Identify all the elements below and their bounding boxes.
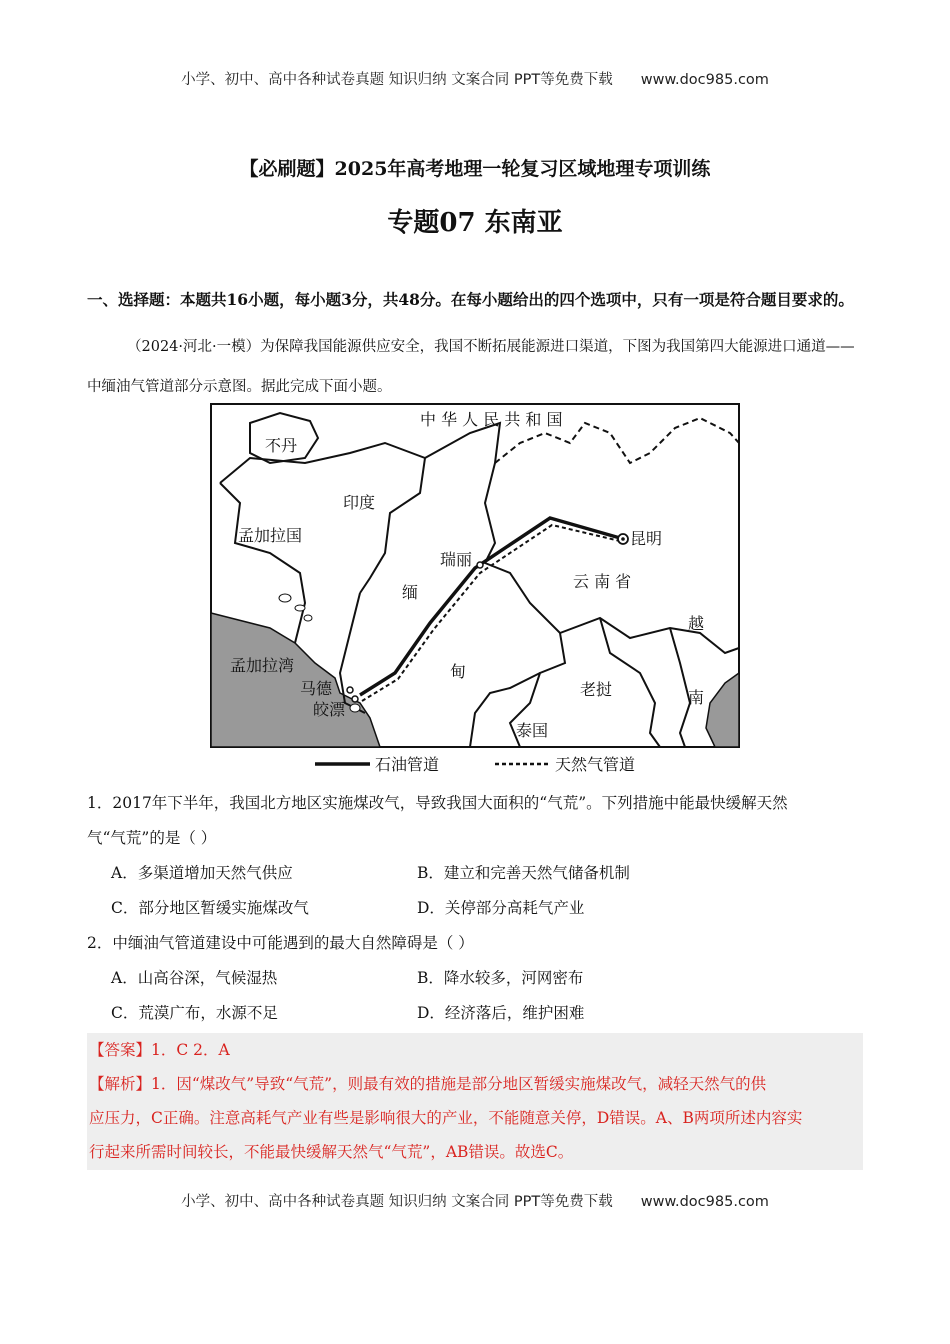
footer-text: 小学、初中、高中各种试卷真题 知识归纳 文案合同 PPT等免费下载	[181, 1194, 613, 1210]
label-made: 马德	[300, 679, 333, 698]
kyaukphyu-marker	[352, 696, 358, 702]
answer-label: 【答案】	[89, 1041, 152, 1059]
label-bangladesh: 孟加拉国	[238, 526, 303, 545]
question-2-stem: 2．中缅油气管道建设中可能遇到的最大自然障碍是（ ）	[87, 934, 474, 952]
island	[295, 605, 305, 611]
label-ruili: 瑞丽	[440, 550, 473, 569]
q1-option-a[interactable]: A．多渠道增加天然气供应	[111, 864, 293, 882]
analysis-label: 【解析】	[89, 1075, 152, 1093]
question-1-options-row1	[87, 856, 863, 891]
analysis-line-1	[87, 1067, 863, 1101]
q1-option-b[interactable]: B．建立和完善天然气储备机制	[417, 864, 630, 882]
label-bhutan: 不丹	[265, 436, 298, 455]
answer-box	[87, 1033, 863, 1170]
question-1-stem-b: 气“气荒”的是（ ）	[87, 829, 217, 847]
legend-gas-label: 天然气管道	[555, 755, 636, 774]
pipeline-map	[210, 403, 740, 783]
question-1	[87, 786, 863, 926]
q2-option-a[interactable]: A．山高谷深，气候湿热	[111, 969, 278, 987]
doc-title: 【必刷题】2025年高考地理一轮复习区域地理专项训练	[239, 158, 711, 180]
header-text: 小学、初中、高中各种试卷真题 知识归纳 文案合同 PPT等免费下载	[181, 72, 613, 88]
q2-option-d[interactable]: D．经济落后，维护困难	[417, 1004, 585, 1022]
page-header	[0, 68, 950, 89]
doc-subtitle: 专题07 东南亚	[387, 208, 563, 238]
island	[304, 615, 312, 621]
question-1-options-row2	[87, 891, 863, 926]
kunming-dot	[621, 537, 625, 541]
label-kunming: 昆明	[630, 529, 663, 548]
label-kyaukphyu: 皎漂	[313, 700, 346, 719]
page-footer	[0, 1190, 950, 1211]
question-2	[87, 926, 863, 1031]
footer-url[interactable]: www.doc985.com	[640, 1194, 769, 1210]
label-laos: 老挝	[580, 680, 613, 699]
island	[279, 594, 291, 602]
answer-text: 1．C 2．A	[151, 1041, 230, 1059]
label-myanmar-2: 甸	[450, 662, 467, 681]
island	[350, 704, 360, 712]
q2-option-c[interactable]: C．荒漠广布，水源不足	[111, 1004, 278, 1022]
label-china: 中 华 人 民 共 和 国	[420, 410, 563, 429]
label-vietnam-1: 越	[688, 614, 705, 633]
analysis-line-2: 应压力，C正确。注意高耗气产业有些是影响很大的产业，不能随意关停，D错误。A、B两项所述内容实	[89, 1109, 803, 1127]
label-myanmar-1: 缅	[402, 583, 419, 602]
q2-option-b[interactable]: B．降水较多，河网密布	[417, 969, 584, 987]
question-2-options-row2	[87, 996, 863, 1031]
label-yunnan: 云 南 省	[573, 572, 632, 591]
analysis-text-1: 1．因“煤改气”导致“气荒”，则最有效的措施是部分地区暂缓实施煤改气，减轻天然气的供	[151, 1075, 767, 1093]
label-thailand: 泰国	[516, 721, 549, 740]
label-india: 印度	[343, 493, 376, 512]
question-2-options-row1	[87, 961, 863, 996]
made-marker	[347, 687, 353, 693]
section-intro: 一、选择题：本题共16小题，每小题3分，共48分。在每小题给出的四个选项中，只有一项是符合题目要求的。	[87, 290, 854, 309]
q1-option-d[interactable]: D．关停部分高耗气产业	[417, 899, 585, 917]
label-vietnam-2: 南	[688, 688, 705, 707]
label-bay: 孟加拉湾	[230, 656, 295, 675]
question-1-stem-a: 1．2017年下半年，我国北方地区实施煤改气，导致我国大面积的“气荒”。下列措施中能最快缓解天然	[87, 794, 788, 812]
question-context: （2024·河北·一模）为保障我国能源供应安全，我国不断拓展能源进口渠道，下图为我国第四大能源进口通道——中缅油气管道部分示意图。据此完成下面小题。	[87, 339, 855, 395]
q1-option-c[interactable]: C．部分地区暂缓实施煤改气	[111, 899, 309, 917]
legend-oil-label: 石油管道	[375, 755, 440, 774]
ruili-marker	[477, 562, 483, 568]
answer-line	[87, 1033, 863, 1067]
analysis-line-3: 行起来所需时间较长，不能最快缓解天然气“气荒”，AB错误。故选C。	[89, 1143, 574, 1161]
header-url[interactable]: www.doc985.com	[640, 72, 769, 88]
